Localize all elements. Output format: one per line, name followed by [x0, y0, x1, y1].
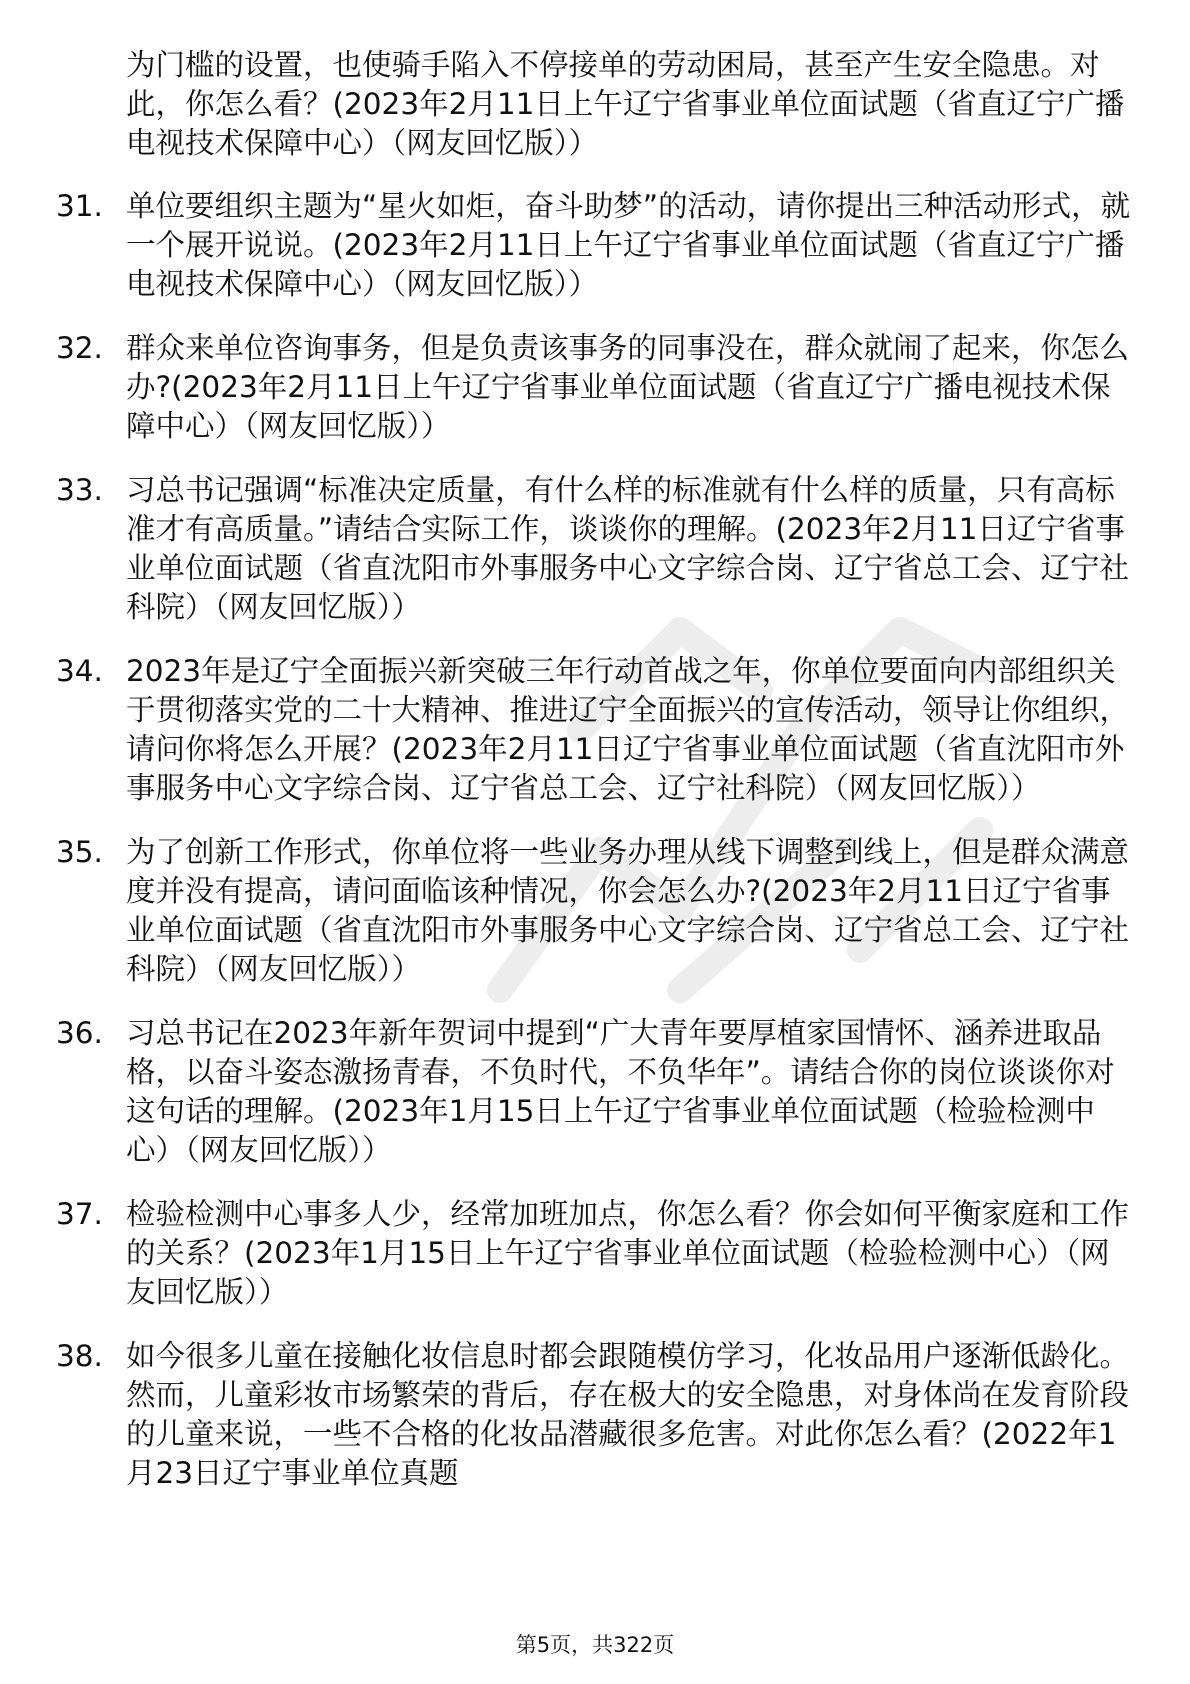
question-number: 37. — [56, 1197, 103, 1231]
question-item — [56, 329, 1136, 446]
question-number: 32. — [56, 331, 103, 365]
question-item — [56, 652, 1136, 808]
page-footer — [0, 1631, 1190, 1659]
question-item — [56, 187, 1136, 304]
question-item — [56, 1337, 1136, 1493]
question-number: 33. — [56, 473, 103, 507]
question-text: 为了创新工作形式，你单位将一些业务办理从线下调整到线上，但是群众满意度并没有提高，请问面临该种情况，你会怎么办?(2023年2月11日辽宁省事业单位面试题（省直沈阳市外事服务中心文字综合岗、辽宁省总工会、辽宁社科院）（网友回忆版）） — [126, 835, 1130, 986]
question-text: 如今很多儿童在接触化妆信息时都会跟随模仿学习，化妆品用户逐渐低龄化。然而，儿童彩妆市场繁荣的背后，存在极大的安全隐患，对身体尚在发育阶段的儿童来说，一些不合格的化妆品潜藏很多危害。对此你怎么看？(2022年1月23日辽宁事业单位真题 — [126, 1339, 1130, 1490]
question-text: 群众来单位咨询事务，但是负责该事务的同事没在，群众就闹了起来，你怎么办?(2023年2月11日上午辽宁省事业单位面试题（省直辽宁广播电视技术保障中心）（网友回忆版）） — [126, 331, 1130, 443]
question-item — [56, 1195, 1136, 1312]
question-text: 2023年是辽宁全面振兴新突破三年行动首战之年，你单位要面向内部组织关于贯彻落实党的二十大精神、推进辽宁全面振兴的宣传活动，领导让你组织，请问你将怎么开展？(2023年2月11日辽宁省事业单位面试题（省直沈阳市外事服务中心文字综合岗、辽宁省总工会、辽宁社科院）（网友回忆版）） — [126, 654, 1130, 805]
question-number: 38. — [56, 1339, 103, 1373]
question-number: 35. — [56, 835, 103, 869]
question-text: 习总书记在2023年新年贺词中提到“广大青年要厚植家国情怀、涵养进取品格，以奋斗姿态激扬青春，不负时代，不负华年”。请结合你的岗位谈谈你对这句话的理解。(2023年1月15日上午辽宁省事业单位面试题（检验检测中心）（网友回忆版）） — [126, 1016, 1115, 1167]
question-text: 检验检测中心事多人少，经常加班加点，你怎么看？你会如何平衡家庭和工作的关系？(2023年1月15日上午辽宁省事业单位面试题（检验检测中心）（网友回忆版）） — [126, 1197, 1130, 1309]
page-number-label: 第5页，共322页 — [515, 1633, 675, 1657]
question-number: 36. — [56, 1016, 103, 1050]
question-number: 31. — [56, 189, 103, 223]
question-item — [56, 1014, 1136, 1170]
question-item — [56, 833, 1136, 989]
question-text: 单位要组织主题为“星火如炬，奋斗助梦”的活动，请你提出三种活动形式，就一个展开说说。(2023年2月11日上午辽宁省事业单位面试题（省直辽宁广播电视技术保障中心）（网友回忆版）） — [126, 189, 1131, 301]
question-text: 习总书记强调“标准决定质量，有什么样的标准就有什么样的质量，只有高标准才有高质量。”请结合实际工作，谈谈你的理解。(2023年2月11日辽宁省事业单位面试题（省直沈阳市外事服务中心文字综合岗、辽宁省总工会、辽宁社科院）（网友回忆版）） — [126, 473, 1130, 624]
questions-content — [56, 46, 1136, 1518]
question-item — [56, 471, 1136, 627]
question-number: 34. — [56, 654, 103, 688]
continued-question-text: 为门槛的设置，也使骑手陷入不停接单的劳动困局，甚至产生安全隐患。对此，你怎么看？(2023年2月11日上午辽宁省事业单位面试题（省直辽宁广播电视技术保障中心）（网友回忆版）） — [126, 48, 1125, 160]
